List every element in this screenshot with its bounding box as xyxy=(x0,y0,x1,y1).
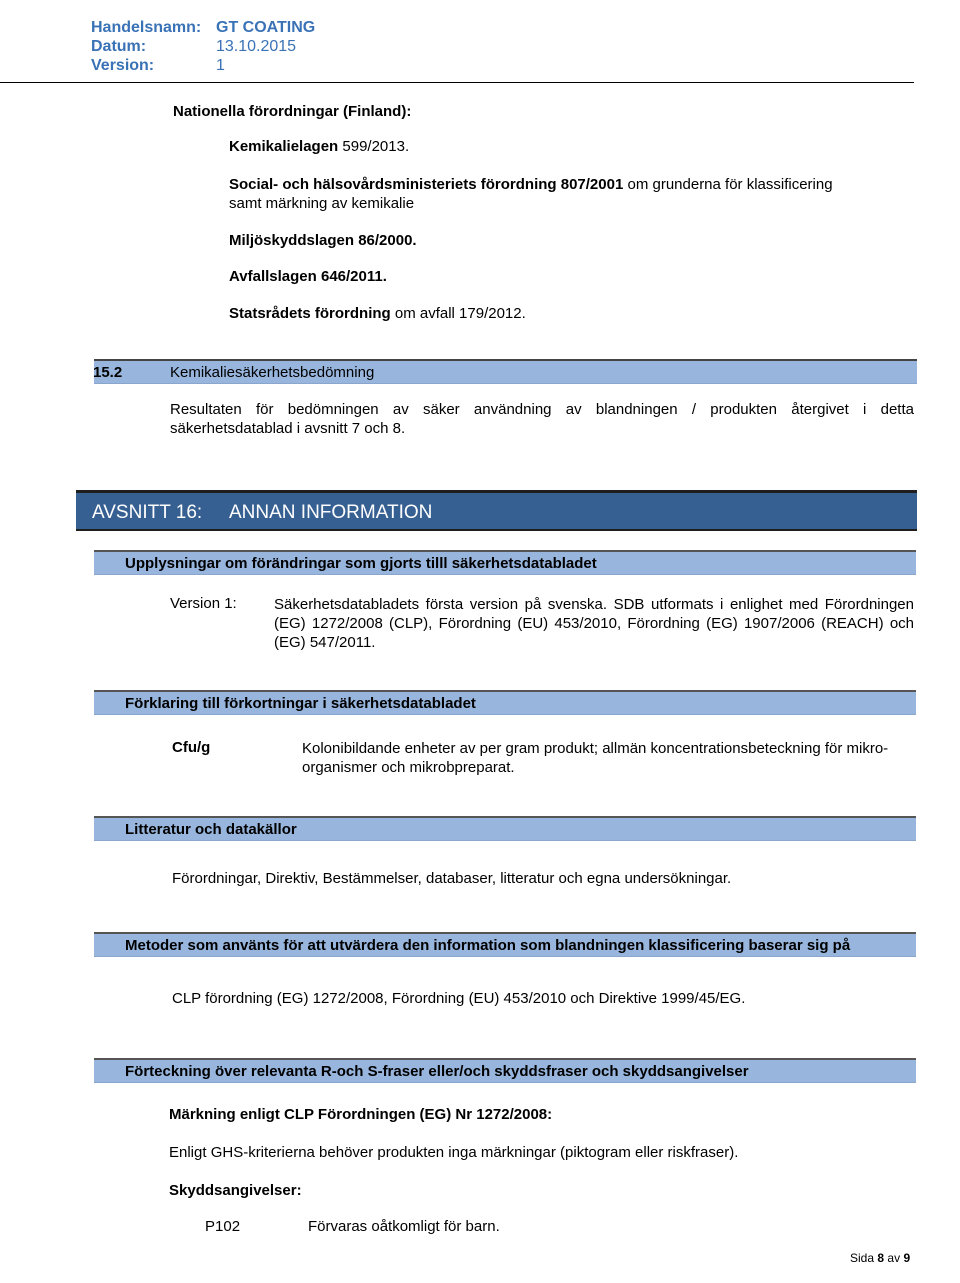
changes-band xyxy=(94,550,916,575)
methods-heading: Metoder som använts för att utvärdera den information som blandningen klassificering baserar sig på xyxy=(125,937,851,954)
methods-band xyxy=(94,932,916,957)
page-total: 9 xyxy=(903,1251,911,1265)
trade-name-value: GT COATING xyxy=(216,19,316,36)
national-heading: Nationella förordningar (Finland): xyxy=(173,103,412,120)
law-statsradet xyxy=(229,305,526,322)
trade-name-label: Handelsnamn: xyxy=(91,19,202,36)
law-kemikalielagen-name: Kemikalielagen xyxy=(229,138,339,155)
version-label: Version: xyxy=(91,57,155,74)
literature-heading: Litteratur och datakällor xyxy=(125,821,297,838)
phrases-band xyxy=(94,1058,916,1083)
law-statsradet-rest: om avfall 179/2012. xyxy=(390,305,526,322)
law-statsradet-name: Statsrådets förordning xyxy=(229,305,391,322)
changes-version-label: Version 1: xyxy=(170,595,237,612)
safety-code-text: Förvaras oåtkomligt för barn. xyxy=(308,1218,500,1235)
safety-heading: Skyddsangivelser: xyxy=(169,1182,302,1199)
marking-text: Enligt GHS-kriterierna behöver produkten inga märkningar (piktogram eller riskfraser). xyxy=(169,1144,739,1161)
law-miljoskydd: Miljöskyddslagen 86/2000. xyxy=(229,232,417,249)
section-16-band xyxy=(76,490,917,531)
safety-code: P102 xyxy=(205,1218,241,1235)
section-15-2-number: 15.2 xyxy=(93,364,123,381)
phrases-heading: Förteckning över relevanta R-och S-fraser eller/och skyddsfraser och skyddsangivelser xyxy=(125,1063,749,1080)
law-social-ministry-rest: om grunderna för klassificering xyxy=(623,176,833,193)
abbreviations-heading: Förklaring till förkortningar i säkerhetsdatabladet xyxy=(125,695,476,712)
date-value: 13.10.2015 xyxy=(216,38,297,55)
section-15-2-title: Kemikaliesäkerhetsbedömning xyxy=(170,364,375,381)
section-15-2-band xyxy=(94,359,917,384)
page-mid: av xyxy=(887,1251,901,1265)
marking-heading: Märkning enligt CLP Förordningen (EG) Nr 1272/2008: xyxy=(169,1106,553,1123)
section-16-label: AVSNITT 16: xyxy=(92,502,203,523)
law-social-ministry-name: Social- och hälsovårdsministeriets förordning 807/2001 xyxy=(229,176,624,193)
date-label: Datum: xyxy=(91,38,147,55)
abbreviation-term: Cfu/g xyxy=(172,739,211,756)
law-kemikalielagen xyxy=(229,138,409,155)
law-kemikalielagen-number: 599/2013. xyxy=(338,138,410,155)
section-15-2-text: Resultaten för bedömningen av säker användning av blandningen / produkten återgivet i detta säkerhetsdatablad i avsnitt 7 och 8. xyxy=(170,401,914,437)
header-divider xyxy=(0,82,914,83)
abbreviations-band xyxy=(94,690,916,715)
law-social-ministry-line2: samt märkning av kemikalie xyxy=(229,195,415,212)
literature-text: Förordningar, Direktiv, Bestämmelser, databaser, litteratur och egna undersökningar. xyxy=(172,870,732,887)
page-prefix: Sida xyxy=(850,1251,875,1265)
changes-version-text: Säkerhetsdatabladets första version på svenska. SDB utformats i enlighet med Förordningen (EG) 1272/2008 (CLP), Förordning (EU) 453/2010, Förordning (EG) 1907/2006 (REACH) och (EG) 547/2011. xyxy=(274,596,914,651)
abbreviation-definition: Kolonibildande enheter av per gram produkt; allmän koncentrationsbeteckning för mikro-organismer och mikrobpreparat. xyxy=(302,740,889,776)
law-avfallslagen: Avfallslagen 646/2011. xyxy=(229,268,387,285)
page-number xyxy=(850,1251,910,1265)
methods-text: CLP förordning (EG) 1272/2008, Förordning (EU) 453/2010 och Direktive 1999/45/EG. xyxy=(172,990,746,1007)
section-16-title: ANNAN INFORMATION xyxy=(229,502,433,523)
changes-heading: Upplysningar om förändringar som gjorts tilll säkerhetsdatabladet xyxy=(125,555,597,572)
literature-band xyxy=(94,816,916,841)
law-social-ministry xyxy=(229,176,833,193)
version-value: 1 xyxy=(216,57,225,74)
page-current: 8 xyxy=(877,1251,885,1265)
